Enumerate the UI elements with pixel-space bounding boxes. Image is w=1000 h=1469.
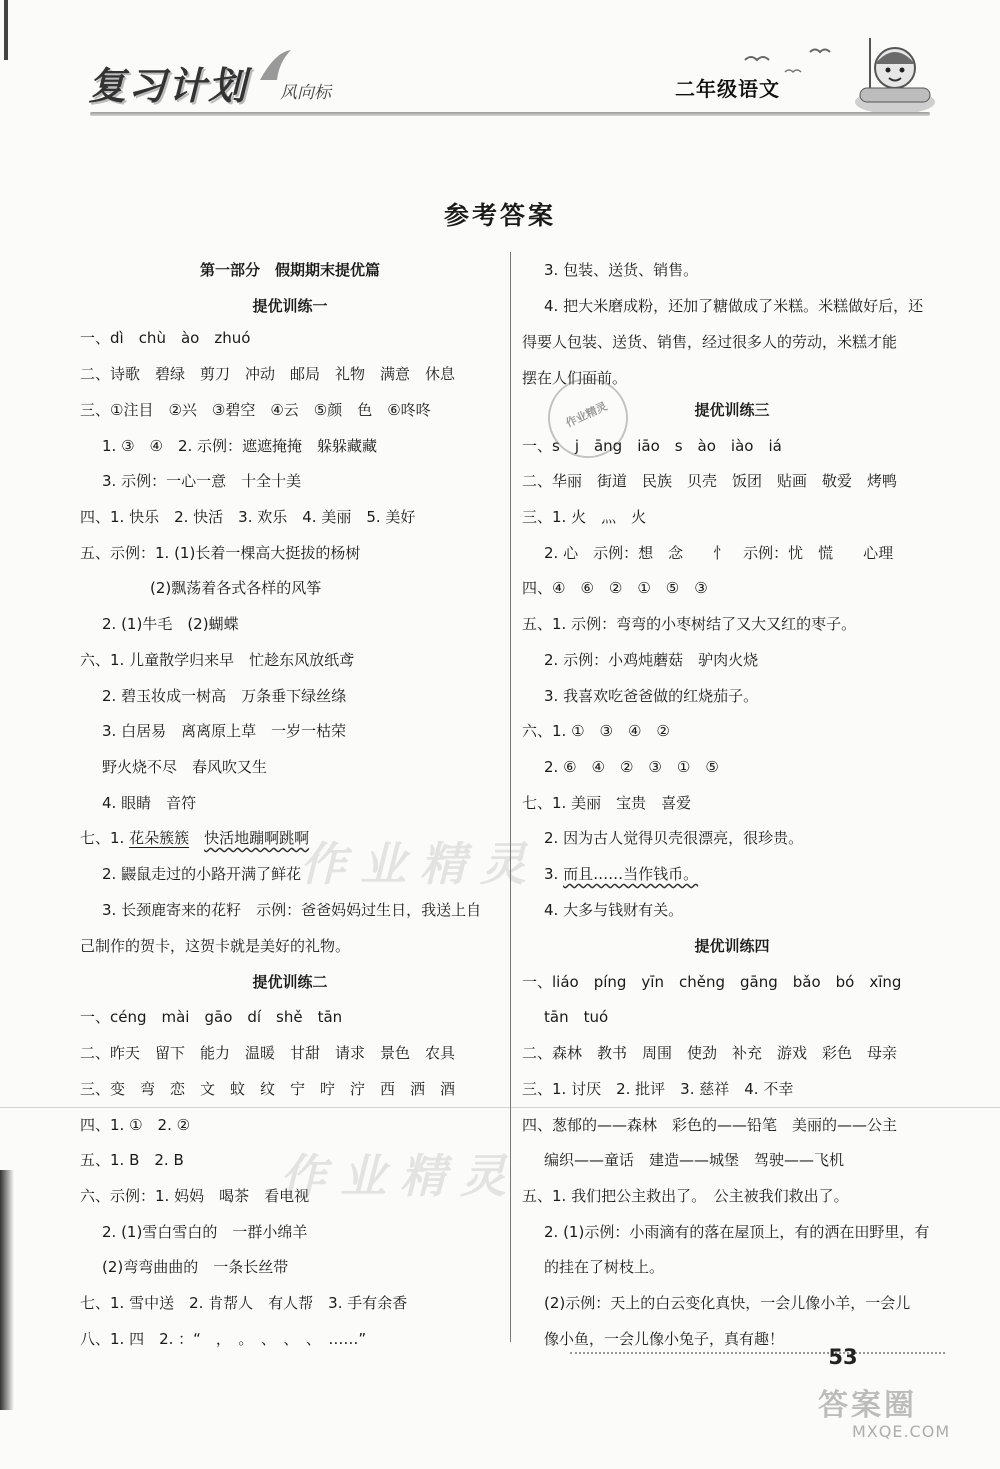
- site-watermark-url: MXQE.COM: [852, 1422, 951, 1441]
- answer-line: [522, 614, 856, 634]
- answer-line: [522, 864, 698, 884]
- answer-line: [80, 1257, 288, 1277]
- answer-text: 五、1. B 2. B: [80, 1151, 184, 1169]
- answer-text: 三、1. 讨厌 2. 批评 3. 慈祥 4. 不幸: [522, 1080, 794, 1098]
- answer-line: [522, 900, 683, 920]
- watermark: 作业精灵: [300, 837, 540, 891]
- answer-line: [522, 793, 691, 813]
- answer-text: 2. (1)牛毛 (2)蝴蝶: [102, 615, 239, 633]
- answer-text: 七、1.: [80, 829, 130, 847]
- wavy-underlined-answer: 而且……当作钱币。: [563, 865, 699, 883]
- answer-line: [80, 436, 377, 456]
- answer-text: 四、1. 快乐 2. 快活 3. 欢乐 4. 美丽 5. 美好: [80, 508, 416, 526]
- answer-text: 野火烧不尽 春风吹又生: [102, 758, 268, 776]
- scan-edge-bottom: [0, 1170, 14, 1410]
- answer-line: [80, 614, 239, 634]
- answer-line: [80, 328, 250, 348]
- answer-text: (2)示例：天上的白云变化真快，一会儿像小羊，一会儿: [544, 1294, 911, 1312]
- answer-text: 1. ③ ④ 2. 示例：遮遮掩掩 躲躲藏藏: [102, 437, 378, 455]
- grade-subject: 二年级语文: [675, 77, 780, 101]
- answer-line: [80, 400, 431, 420]
- answer-text: 3.: [544, 865, 564, 883]
- answer-line: [522, 686, 758, 706]
- answer-line: [80, 686, 346, 706]
- answer-line: [522, 578, 708, 598]
- watermark: 作业精灵: [280, 1149, 520, 1203]
- answer-text: 三、①注目 ②兴 ③碧空 ④云 ⑤颜 色 ⑥咚咚: [80, 401, 431, 419]
- answer-text: 一、s j āng iāo s ào iào iá: [522, 437, 782, 455]
- answer-line: [80, 543, 360, 563]
- answer-text: 四、葱郁的——森林 彩色的——铅笔 美丽的——公主: [522, 1116, 898, 1134]
- answer-text: 编织——童话 建造——城堡 驾驶——飞机: [544, 1151, 845, 1169]
- answer-text: 七、1. 雪中送 2. 肯帮人 有人帮 3. 手有余香: [80, 1294, 408, 1312]
- footer-dotted-rule: [570, 1352, 945, 1354]
- answer-line: [522, 1150, 844, 1170]
- answer-line: [522, 972, 901, 992]
- answer-line: [522, 757, 719, 777]
- answer-text: 3. 示例：一心一意 十全十美: [102, 472, 302, 490]
- answer-text: 六、示例：1. 妈妈 喝茶 看电视: [80, 1187, 310, 1205]
- answer-text: 四、④ ⑥ ② ① ⑤ ③: [522, 579, 708, 597]
- answer-line: [522, 1115, 897, 1135]
- book-logo-sub: 风向标: [280, 83, 331, 103]
- answer-line: [80, 364, 455, 384]
- book-logo: 复习计划: [88, 64, 249, 108]
- answer-text: 二、诗歌 碧绿 剪刀 冲动 邮局 礼物 满意 休息: [80, 365, 456, 383]
- section-heading: [80, 972, 500, 992]
- answer-line: [522, 507, 646, 527]
- page-title: 参考答案: [443, 201, 556, 230]
- section-heading: [80, 260, 500, 280]
- page-header: [80, 30, 940, 150]
- answer-text: 四、1. ① 2. ②: [80, 1116, 191, 1134]
- answer-line: [522, 828, 803, 848]
- answer-text: 提优训练二: [252, 973, 328, 991]
- fold-line: [0, 1107, 1000, 1108]
- answer-text: 2. 鼹鼠走过的小路开满了鲜花: [102, 865, 302, 883]
- answer-text: 2. ⑥ ④ ② ③ ① ⑤: [544, 758, 719, 776]
- answer-line: [522, 1079, 793, 1099]
- answer-text: 第一部分 假期期末提优篇: [199, 261, 380, 279]
- site-watermark-logo: 答案圈: [818, 1388, 917, 1423]
- answer-line: [522, 1257, 664, 1277]
- answer-line: [80, 1043, 455, 1063]
- answer-line: [80, 900, 481, 920]
- answer-text: 2. 因为古人觉得贝壳很漂亮，很珍贵。: [544, 829, 804, 847]
- answer-line: [522, 1293, 910, 1313]
- answer-text: 一、céng mài gāo dí shě tān: [80, 1008, 343, 1026]
- answer-text: 3. 包装、送货、销售。: [544, 261, 699, 279]
- answer-text: 2. 示例：小鸡炖蘑菇 驴肉火烧: [544, 651, 759, 669]
- answer-text: 3. 我喜欢吃爸爸做的红烧茄子。: [544, 687, 759, 705]
- answer-text: 八、1. 四 2. ：“ ， 。 、 、 、 ……”: [80, 1330, 367, 1348]
- answer-text: 像小鱼，一会儿像小兔子，真有趣！: [544, 1330, 785, 1348]
- answer-line: [522, 650, 758, 670]
- header-rule: [90, 112, 930, 116]
- answer-text: 提优训练三: [694, 401, 770, 419]
- answer-text: 二、华丽 街道 民族 贝壳 饭团 贴画 敬爱 烤鸭: [522, 472, 898, 490]
- answer-text: 六、1. 儿童散学归来早 忙趁东风放纸鸢: [80, 651, 355, 669]
- answer-text: 三、1. 火 灬 火: [522, 508, 647, 526]
- answer-line: [522, 1329, 784, 1349]
- answer-text: 4. 大多与钱财有关。: [544, 901, 684, 919]
- answer-text: 六、1. ① ③ ④ ②: [522, 722, 670, 740]
- wavy-underlined-answer: 快活地蹦啊跳啊: [204, 829, 310, 847]
- answer-line: [80, 578, 321, 598]
- answer-text: 2. 碧玉妆成一树高 万条垂下绿丝绦: [102, 687, 347, 705]
- answer-text: (2)飘荡着各式各样的风筝: [150, 579, 322, 597]
- answer-line: [80, 757, 267, 777]
- answer-line: [522, 332, 897, 352]
- answer-line: [522, 1007, 608, 1027]
- answer-text: 4. 眼睛 音符: [102, 794, 197, 812]
- answer-text: (2)弯弯曲曲的 一条长丝带: [102, 1258, 289, 1276]
- answer-line: [80, 936, 350, 956]
- answer-text: 二、昨天 留下 能力 温暖 甘甜 请求 景色 农具: [80, 1044, 456, 1062]
- answer-line: [80, 471, 301, 491]
- answer-line: [522, 543, 893, 563]
- answer-text: 提优训练四: [694, 937, 770, 955]
- answer-line: [80, 1007, 342, 1027]
- answer-text: 五、示例：1. (1)长着一棵高大挺拔的杨树: [80, 544, 361, 562]
- answer-text: 三、变 弯 恋 文 蚊 纹 宁 咛 泞 西 洒 酒: [80, 1080, 456, 1098]
- stamp-text: 作业精灵: [563, 399, 610, 431]
- answer-text: 3. 长颈鹿寄来的花籽 示例：爸爸妈妈过生日，我送上自: [102, 901, 482, 919]
- answer-text: 3. 白居易 离离原上草 一岁一枯荣: [102, 722, 347, 740]
- answer-text: 2. 心 示例：想 念 忄 示例：忧 慌 心理: [544, 544, 894, 562]
- answer-text: 一、liáo píng yīn chěng gāng bǎo bó xīng: [522, 973, 902, 991]
- answer-line: [80, 1079, 455, 1099]
- answer-line: [522, 1186, 849, 1206]
- answer-text: 2. (1)雪白雪白的 一群小绵羊: [102, 1223, 308, 1241]
- section-heading: [522, 936, 942, 956]
- answer-text: 己制作的贺卡，这贺卡就是美好的礼物。: [80, 937, 351, 955]
- scan-edge-top: [4, 0, 8, 60]
- answer-line: [80, 1186, 309, 1206]
- answer-line: [80, 1329, 366, 1349]
- answer-line: [522, 260, 698, 280]
- answer-line: [522, 1222, 929, 1242]
- answer-line: [80, 650, 354, 670]
- answer-line: [80, 1222, 307, 1242]
- girl-mascot-icon: [850, 30, 940, 120]
- answer-text: 五、1. 我们把公主救出了。 公主被我们救出了。: [522, 1187, 849, 1205]
- answer-text: tān tuó: [544, 1008, 609, 1026]
- answer-text: 七、1. 美丽 宝贵 喜爱: [522, 794, 692, 812]
- answer-line: [80, 1115, 190, 1135]
- answer-text: 得要人包装、送货、销售，经过很多人的劳动，米糕才能: [522, 333, 898, 351]
- answer-line: [522, 471, 897, 491]
- answer-line: [80, 507, 415, 527]
- answer-text: 五、1. 示例：弯弯的小枣树结了又大又红的枣子。: [522, 615, 857, 633]
- answer-line: [80, 721, 346, 741]
- page-number: 53: [828, 1345, 858, 1369]
- answer-line: [522, 721, 670, 741]
- answer-line: [522, 1043, 897, 1063]
- answer-line: [80, 864, 301, 884]
- answer-text: 摆在人们面前。: [522, 369, 628, 387]
- underlined-answer: 花朵簇簇: [129, 829, 190, 847]
- answer-line: [522, 296, 923, 316]
- section-heading: [80, 296, 500, 316]
- answer-line: [80, 1293, 407, 1313]
- answer-line: [80, 793, 196, 813]
- answer-text: 4. 把大米磨成粉，还加了糖做成了米糕。米糕做好后，还: [544, 297, 924, 315]
- answer-text: 2. (1)示例：小雨滴有的落在屋顶上，有的洒在田野里，有: [544, 1223, 930, 1241]
- answer-line: [80, 828, 309, 848]
- answer-text: 提优训练一: [252, 297, 328, 315]
- answer-text: 一、dì chù ào zhuó: [80, 329, 251, 347]
- answer-text: 二、森林 教书 周围 使劲 补充 游戏 彩色 母亲: [522, 1044, 898, 1062]
- answer-line: [80, 1150, 184, 1170]
- answer-text: 的挂在了树枝上。: [544, 1258, 665, 1276]
